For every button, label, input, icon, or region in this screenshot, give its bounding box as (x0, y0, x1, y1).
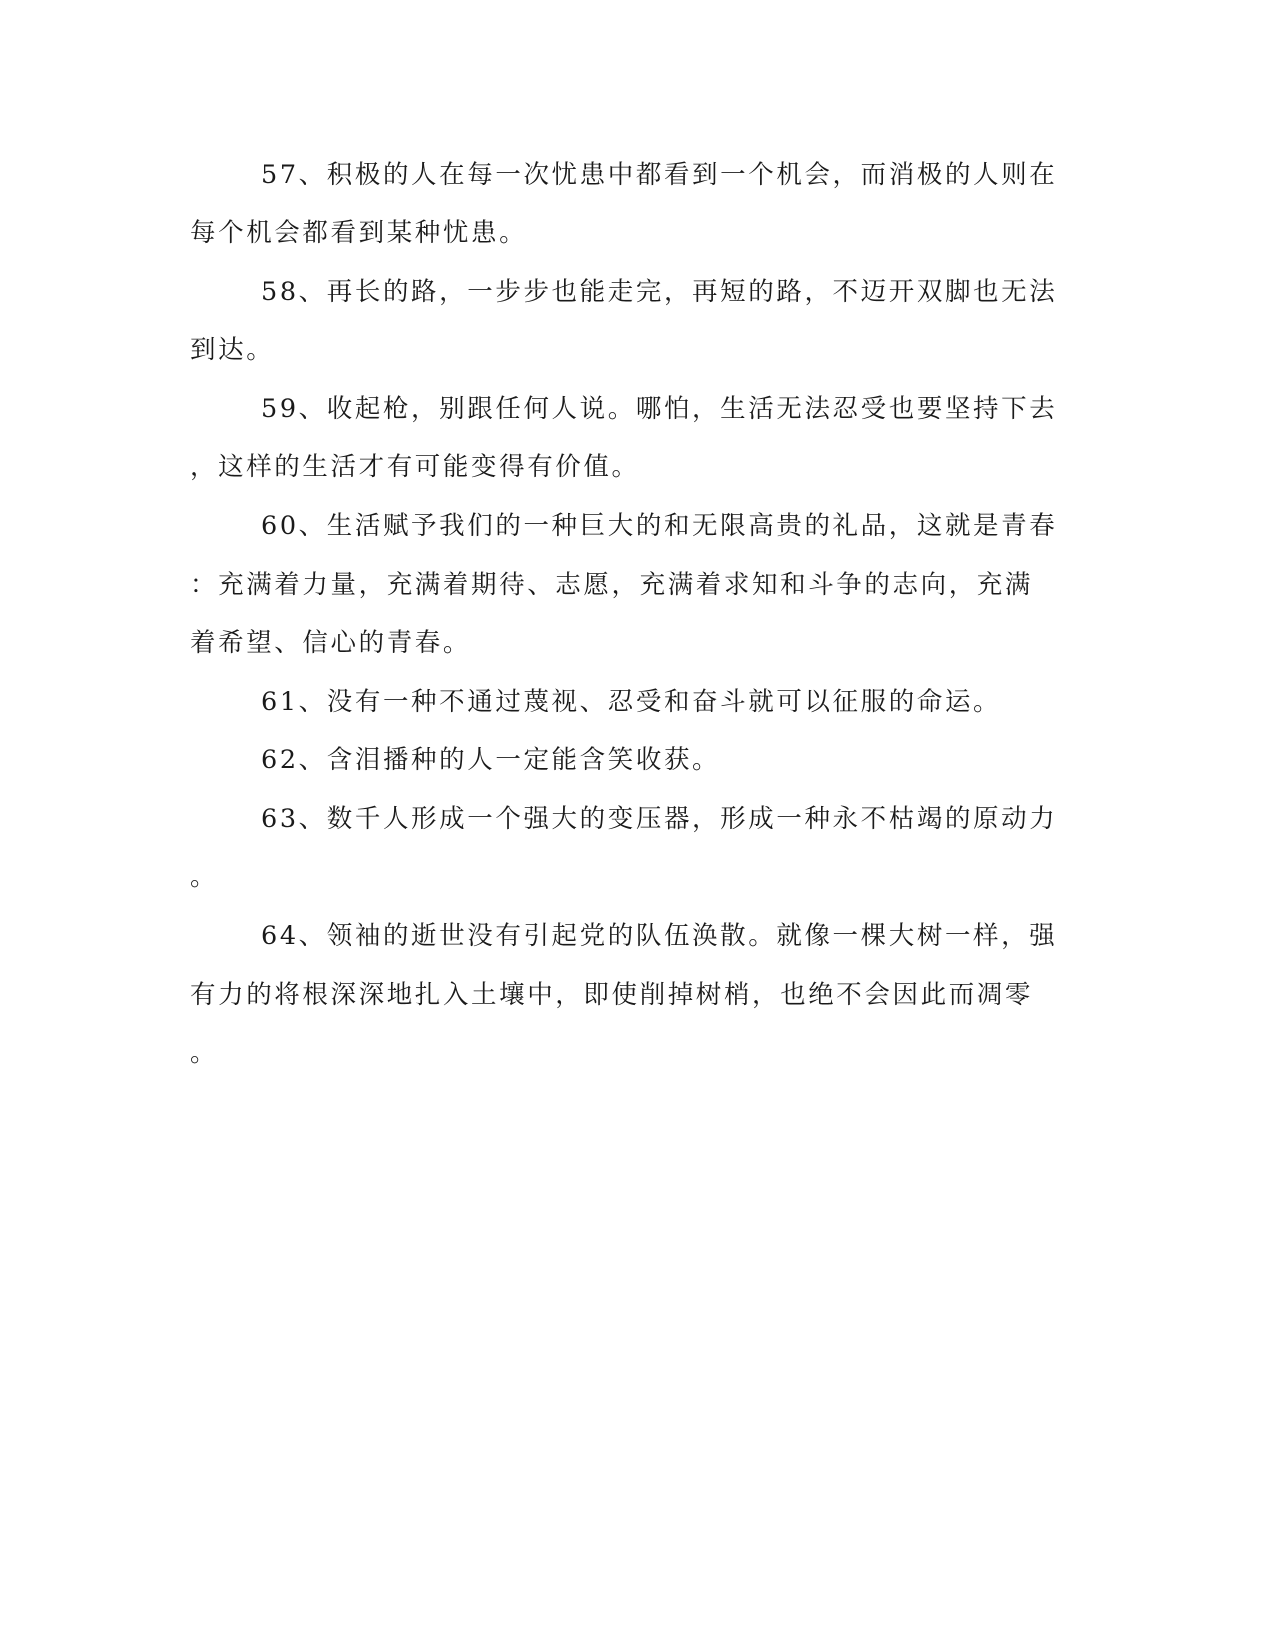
paragraph-64-line-2: 有力的将根深深地扎入土壤中，即使削掉树梢，也绝不会因此而凋零 (190, 980, 1034, 1010)
paragraph-59-line-2: ，这样的生活才有可能变得有价值。 (190, 452, 640, 482)
paragraph-58-line-2: 到达。 (190, 335, 275, 365)
paragraph-60-line-1: 60、生活赋予我们的一种巨大的和无限高贵的礼品，这就是青春 (261, 511, 1058, 541)
paragraph-63-line-1: 63、数千人形成一个强大的变压器，形成一种永不枯竭的原动力 (261, 804, 1058, 834)
paragraph-59-line-1: 59、收起枪，别跟任何人说。哪怕，生活无法忍受也要坚持下去 (261, 394, 1058, 424)
paragraph-64-line-3: 。 (190, 1038, 219, 1068)
paragraph-57-line-1: 57、积极的人在每一次忧患中都看到一个机会，而消极的人则在 (261, 160, 1058, 190)
paragraph-58-line-1: 58、再长的路，一步步也能走完，再短的路，不迈开双脚也无法 (261, 277, 1058, 307)
paragraph-62-line-1: 62、含泪播种的人一定能含笑收获。 (261, 745, 721, 775)
paragraph-63-line-2: 。 (190, 862, 219, 892)
paragraph-61-line-1: 61、没有一种不通过蔑视、忍受和奋斗就可以征服的命运。 (261, 687, 1002, 717)
paragraph-60-line-3: 着希望、信心的青春。 (190, 628, 472, 658)
paragraph-60-line-2: ：充满着力量，充满着期待、志愿，充满着求知和斗争的志向，充满 (190, 570, 1034, 600)
paragraph-57-line-2: 每个机会都看到某种忧患。 (190, 218, 528, 248)
paragraph-64-line-1: 64、领袖的逝世没有引起党的队伍涣散。就像一棵大树一样，强 (261, 921, 1058, 951)
